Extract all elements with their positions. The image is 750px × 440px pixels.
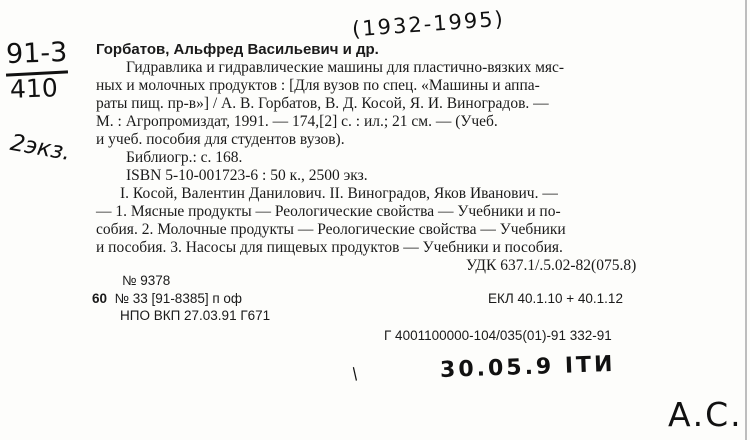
handwritten-mark: / — [347, 363, 362, 384]
subjects-line-1: I. Косой, Валентин Данилович. II. Виноградов, Яков Иванович. — — [120, 185, 558, 202]
title-line-4: М. : Агропромиздат, 1991. — 174,[2] с. : ил.; 21 см. — (Учеб. — [96, 113, 498, 130]
author-heading: Горбатов, Альфред Васильевич и др. — [96, 41, 379, 58]
isbn-line: ISBN 5-10-001723-6 : 50 к., 2500 экз. — [126, 167, 368, 184]
ekl-code: ЕКЛ 40.1.10 + 40.1.12 — [488, 291, 623, 306]
npo-line: НПО ВКП 27.03.91 Г671 — [120, 308, 271, 323]
handwritten-initials: А.С. — [668, 395, 743, 434]
bibliography-note: Библиогр.: с. 168. — [126, 149, 243, 166]
subjects-line-3: собия. 2. Молочные продукты — Реологические свойства — Учебники — [96, 221, 566, 238]
order-details: № 33 [91-8385] п оф — [114, 291, 243, 306]
handwritten-copies-note: 2экз. — [8, 129, 73, 167]
title-line-1: Гидравлика и гидравлические машины для пластично-вязких мяс- — [126, 59, 565, 76]
handwritten-date: 30.05.9 ITИ — [439, 351, 616, 384]
g-code: Г 4001100000-104/035(01)-91 332-91 — [384, 328, 612, 343]
handwritten-shelf-code: 91-3 — [5, 36, 68, 71]
subjects-line-2: — 1. Мясные продукты — Реологические свойства — Учебники и по- — [96, 203, 561, 220]
title-line-5: и учеб. пособия для студентов вузов). — [96, 131, 345, 148]
title-line-2: ных и молочных продуктов : [Для вузов по спец. «Машины и аппа- — [96, 77, 540, 94]
handwritten-shelf-number: 410 — [9, 73, 59, 104]
title-line-3: раты пищ. пр-в»] / А. В. Горбатов, В. Д. Косой, Я. И. Виноградов. — — [96, 95, 549, 112]
card-edge — [745, 0, 747, 440]
handwritten-years: (1932-1995) — [351, 6, 506, 42]
subjects-line-4: и пособия. 3. Насосы для пищевых продуктов — Учебники и пособия. — [96, 239, 563, 256]
udk-code: УДК 637.1/.5.02-82(075.8) — [466, 257, 637, 274]
order-prefix: 60 — [92, 291, 108, 306]
record-number: № 9378 — [122, 273, 171, 288]
